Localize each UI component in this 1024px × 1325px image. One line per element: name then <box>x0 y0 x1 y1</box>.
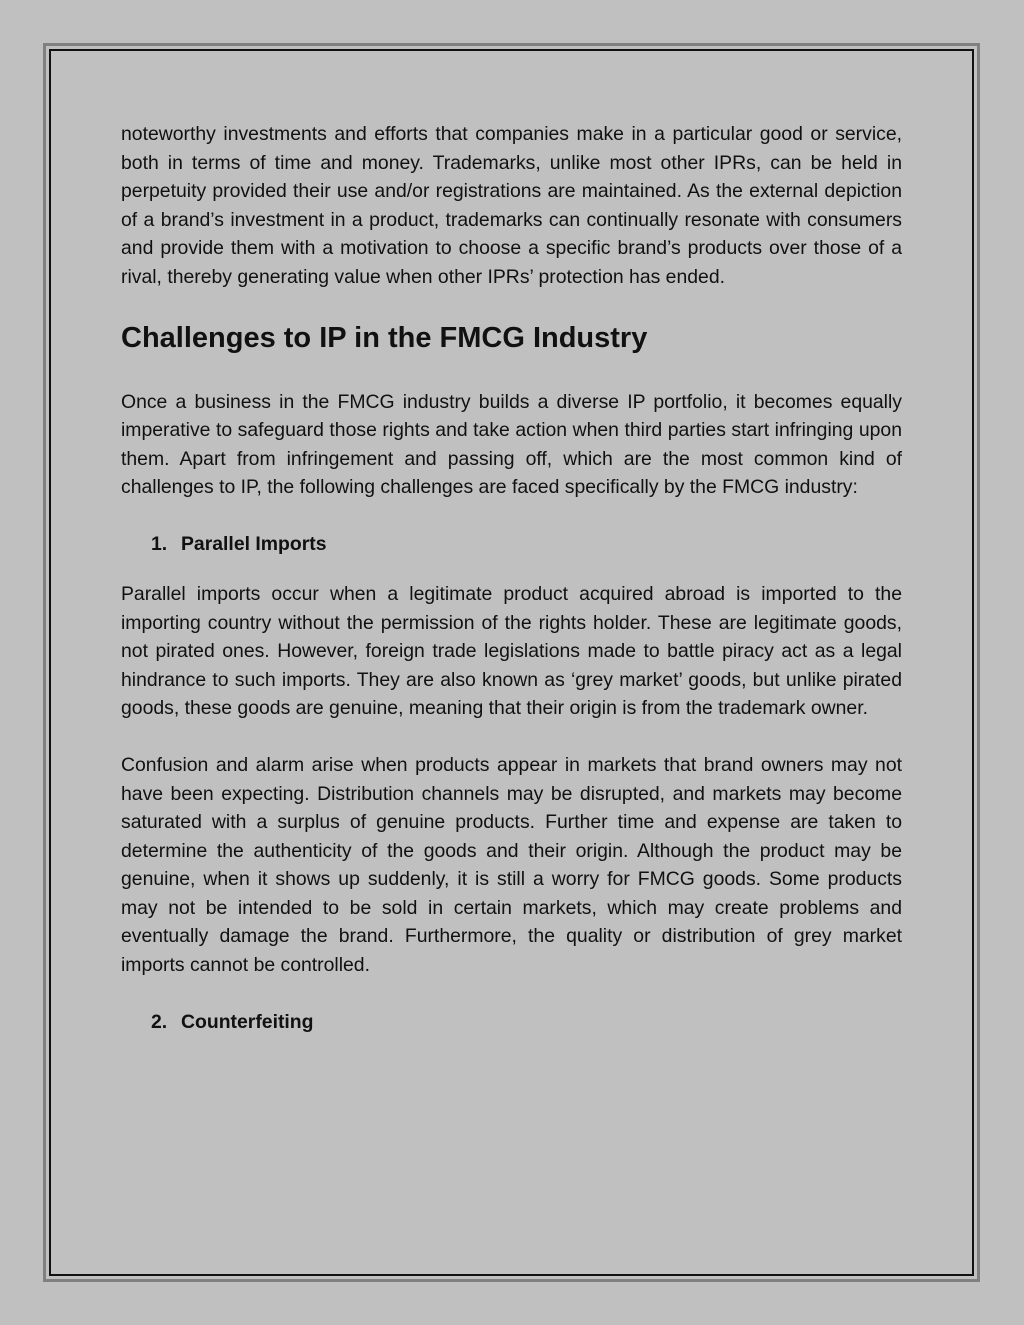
paragraph-parallel-imports-2: Confusion and alarm arise when products appear in markets that brand owners may not have been expecting. Distribution channels may be disrupted, and markets may become saturated with a surplus of genuine products. Further time and expense are taken to determine the authenticity of the goods and their origin. Although the product may be genuine, when it shows up suddenly, it is still a worry for FMCG goods. Some products may not be intended to be sold in certain markets, which may create problems and eventually damage the brand. Furthermore, the quality or distribution of grey market imports cannot be controlled. <box>121 753 902 977</box>
list-item-parallel-imports <box>151 530 902 558</box>
list-item-counterfeiting <box>151 1008 902 1036</box>
paragraph-parallel-imports-1: Parallel imports occur when a legitimate product acquired abroad is imported to the importing country without the permission of the rights holder. These are legitimate goods, not pirated ones. However, foreign trade legislations made to battle piracy act as a legal hindrance to such imports. They are also known as ‘grey market’ goods, but unlike pirated goods, these goods are genuine, meaning that their origin is from the trademark owner. <box>121 582 902 720</box>
list-number: 2. <box>151 1010 168 1033</box>
paragraph-challenges-intro: Once a business in the FMCG industry builds a diverse IP portfolio, it becomes equally imperative to safeguard those rights and take action when third parties start infringing upon them. Apart from infringement and passing off, which are the most common kind of challenges to IP, the following challenges are faced specifically by the FMCG industry: <box>121 390 902 499</box>
list-label: Counterfeiting <box>181 1010 314 1033</box>
list-number: 1. <box>151 532 168 555</box>
section-heading: Challenges to IP in the FMCG Industry <box>121 321 648 354</box>
list-label: Parallel Imports <box>181 532 327 555</box>
paragraph-intro-continuation: noteworthy investments and efforts that companies make in a particular good or service, both in terms of time and money. Trademarks, unlike most other IPRs, can be held in perpetuity provided their use and/or registrations are maintained. As the external depiction of a brand’s investment in a product, trademarks can continually resonate with consumers and provide them with a motivation to choose a specific brand’s products over those of a rival, thereby generating value when other IPRs’ protection has ended. <box>121 123 902 288</box>
document-body <box>121 120 902 1058</box>
